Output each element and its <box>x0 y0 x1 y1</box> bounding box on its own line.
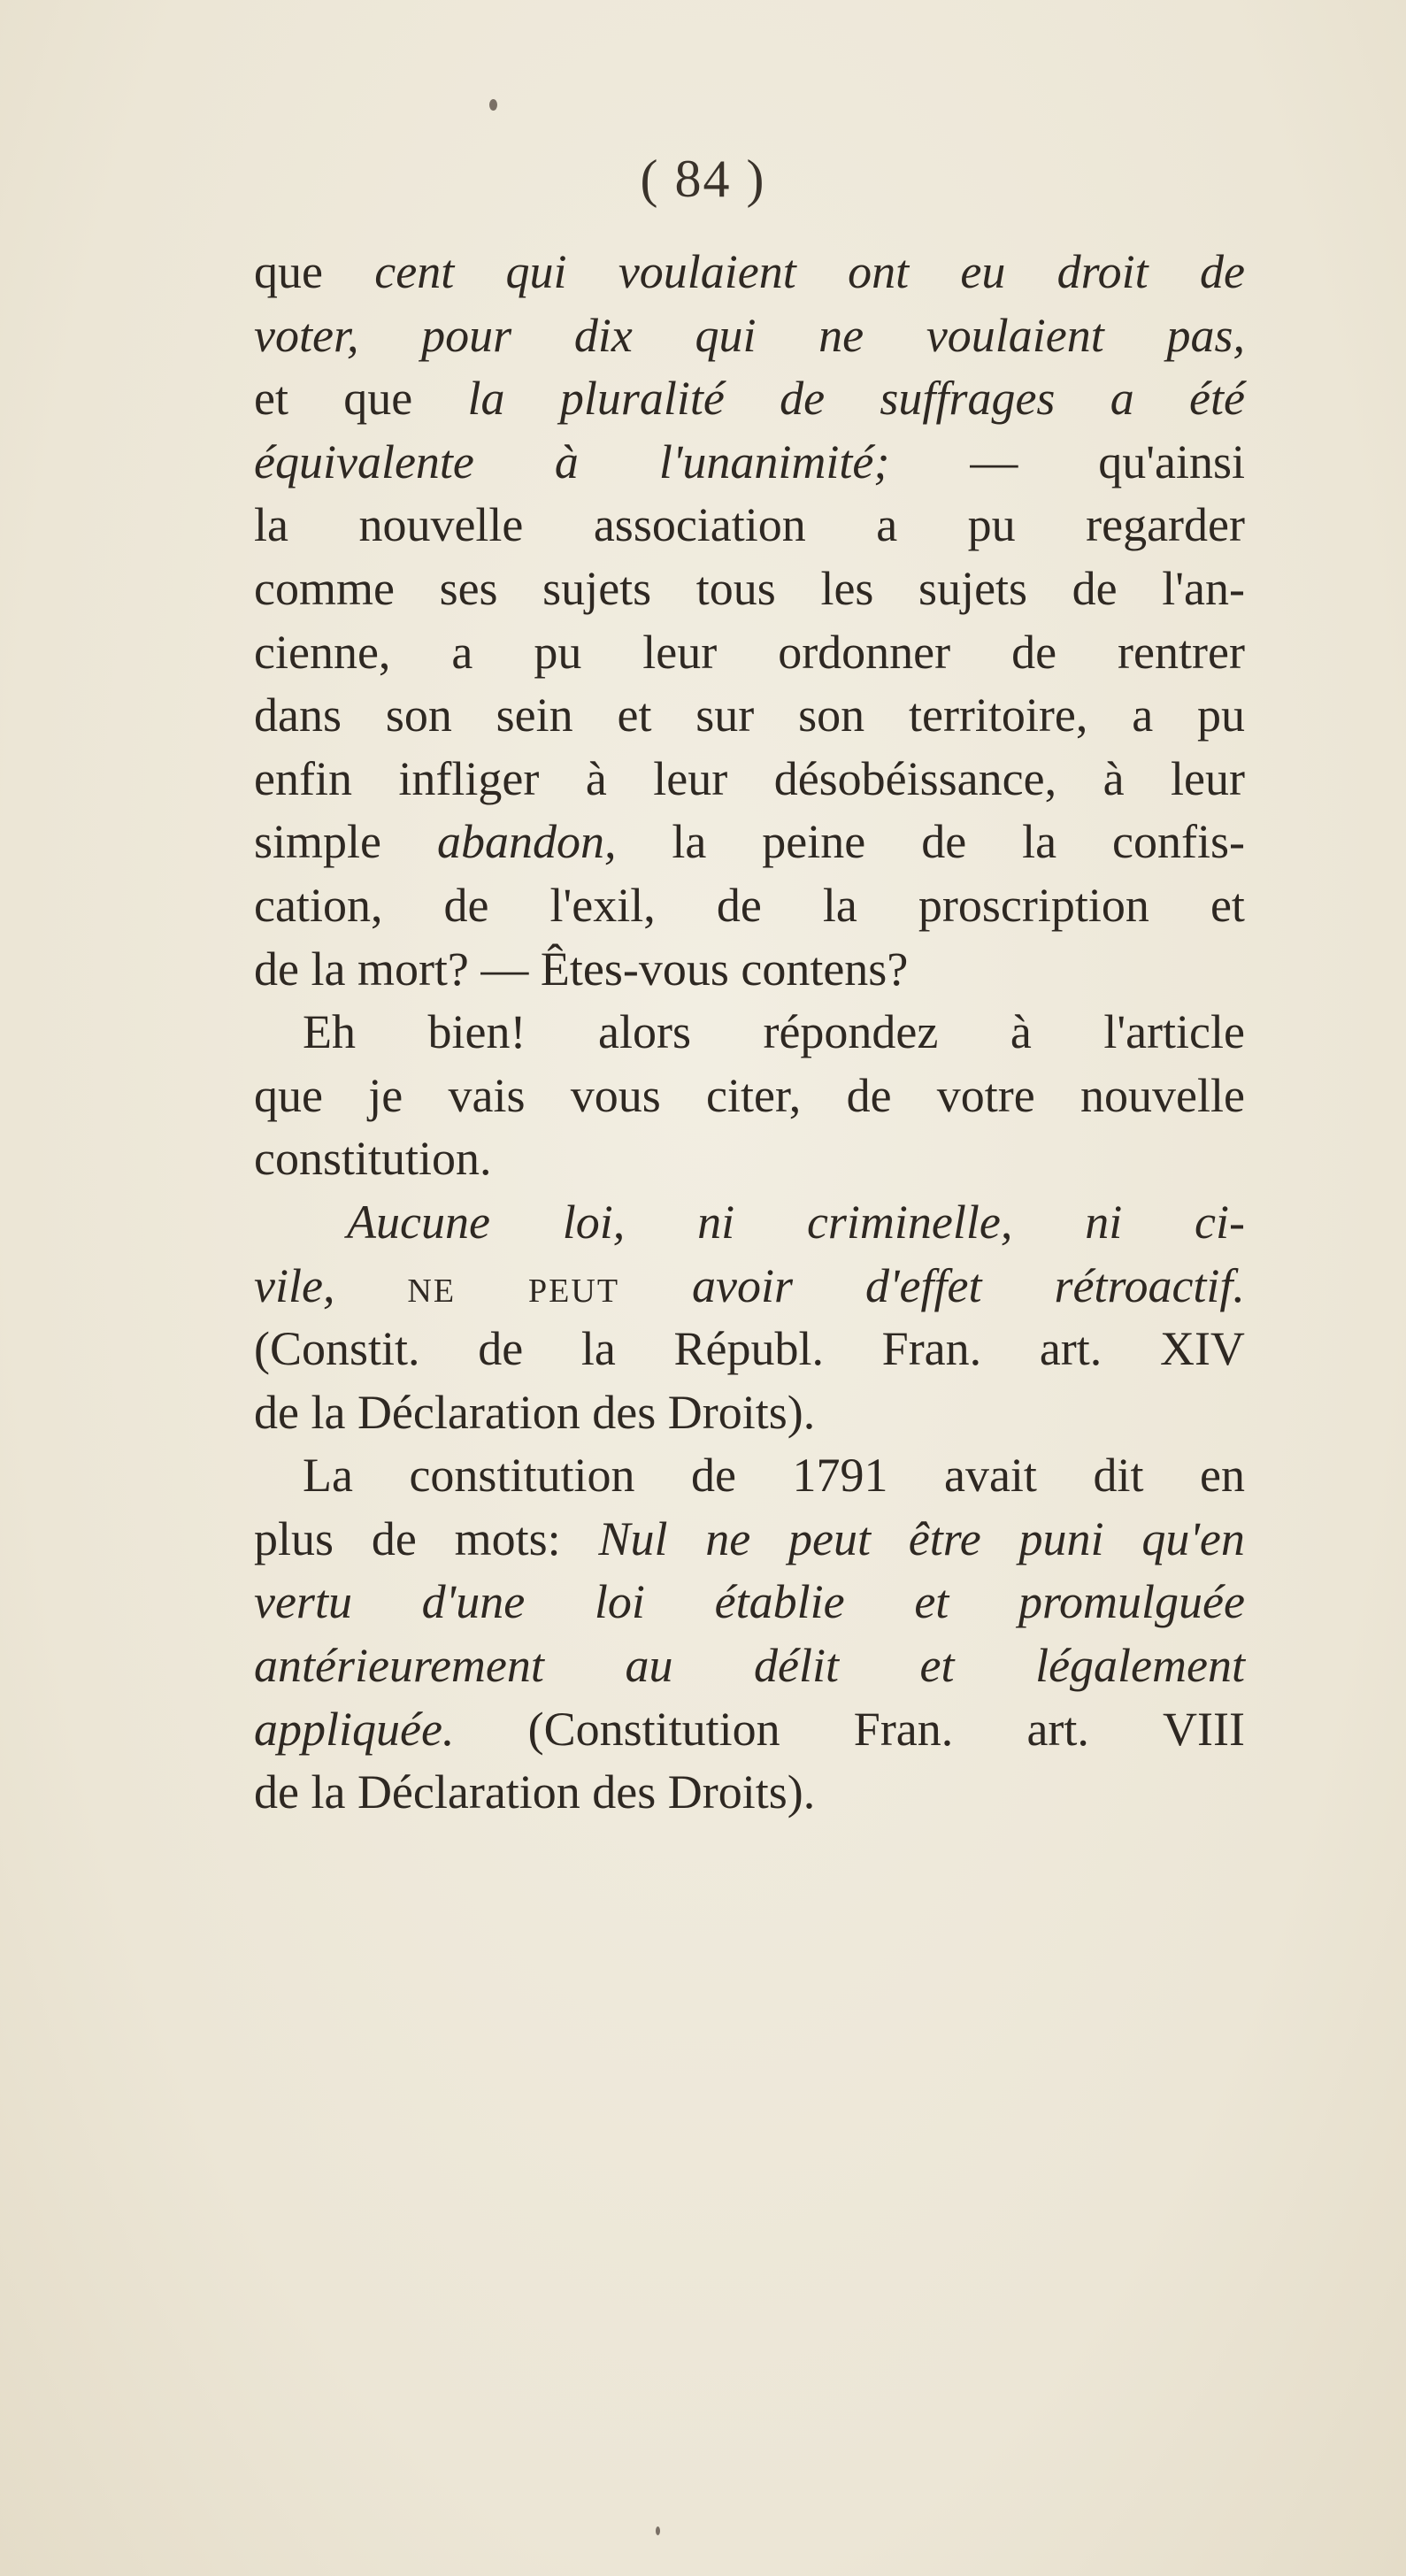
word: — <box>970 434 1018 488</box>
word: à <box>554 434 579 488</box>
word: et <box>914 1575 949 1629</box>
word: légalement <box>1035 1639 1245 1693</box>
ink-speck <box>489 99 497 111</box>
word: ni <box>1085 1195 1123 1249</box>
word: avait <box>943 1449 1037 1503</box>
text-line <box>254 811 1245 874</box>
word: de <box>443 878 489 932</box>
word: l'unanimité; <box>658 434 890 488</box>
word: pas, <box>1166 308 1245 362</box>
word: nouvelle <box>1080 1068 1245 1122</box>
word: équivalente <box>254 434 474 488</box>
word: association <box>593 498 806 552</box>
word: d'une <box>421 1575 526 1629</box>
word: vertu <box>254 1575 352 1629</box>
word: (Constit. <box>254 1322 420 1376</box>
word: qu'en <box>1141 1511 1245 1565</box>
word: Fran. <box>881 1322 982 1376</box>
page-number: ( 84 ) <box>640 150 766 208</box>
word: d'effet <box>864 1258 982 1312</box>
text-line <box>254 1191 1245 1255</box>
word: VIII <box>1163 1702 1245 1756</box>
word: la <box>467 372 505 426</box>
ink-speck <box>656 2526 660 2535</box>
word: nouvelle <box>358 498 524 552</box>
word: cation, <box>254 878 383 932</box>
word: alors <box>597 1005 691 1059</box>
word: promulguée <box>1018 1575 1245 1629</box>
roman-text: que <box>254 245 323 298</box>
word: (Constitution <box>527 1702 780 1756</box>
word: sein <box>496 688 573 742</box>
word: de <box>690 1449 736 1503</box>
word: de <box>846 1068 892 1122</box>
text-line <box>254 494 1245 557</box>
text-line <box>254 304 1245 368</box>
word: pluralité <box>559 372 725 426</box>
word: vais <box>448 1068 526 1122</box>
word: à <box>1103 751 1125 805</box>
word: de <box>780 372 826 426</box>
text-line <box>254 1065 1245 1128</box>
italic-text: appliquée. <box>254 1702 455 1756</box>
word: comme <box>254 561 395 615</box>
word: sujets <box>542 561 652 615</box>
word: proscription <box>918 878 1149 932</box>
text-line <box>254 1444 1245 1508</box>
word: avoir <box>692 1258 794 1312</box>
word: son <box>385 688 452 742</box>
word: ne <box>818 308 864 362</box>
word: voulaient <box>618 245 796 298</box>
word: je <box>368 1068 403 1122</box>
word: plus <box>254 1511 334 1565</box>
word: et <box>919 1639 955 1693</box>
word: la <box>254 498 288 552</box>
word: leur <box>1171 751 1245 805</box>
text-line <box>254 1381 1245 1445</box>
text-line <box>254 1508 1245 1572</box>
word: à <box>585 751 607 805</box>
word: votre <box>936 1068 1035 1122</box>
word: XIV <box>1159 1322 1245 1376</box>
word: eu <box>960 245 1006 298</box>
word: rentrer <box>1118 625 1245 679</box>
word: leur <box>642 625 718 679</box>
word: la <box>822 878 857 932</box>
word: que <box>343 372 413 426</box>
word: ni <box>697 1195 735 1249</box>
word: 1791 <box>792 1449 888 1503</box>
word: qui <box>695 308 757 362</box>
word: La <box>303 1449 353 1503</box>
word: qui <box>505 245 567 298</box>
word: suffrages <box>880 372 1056 426</box>
body-text <box>254 241 1245 1825</box>
word: bien! <box>427 1005 526 1059</box>
text-line <box>254 241 1245 304</box>
word: antérieurement <box>254 1639 544 1693</box>
word: dans <box>254 688 342 742</box>
word: en <box>1199 1449 1245 1503</box>
word: de <box>371 1511 417 1565</box>
word: sur <box>695 688 755 742</box>
word: et <box>617 688 652 742</box>
word: la <box>672 815 707 869</box>
word: droit <box>1056 245 1149 298</box>
word: ordonner <box>778 625 951 679</box>
word: pu <box>1197 688 1245 742</box>
text-line <box>254 1761 1245 1825</box>
roman-text: de la Déclaration des Droits). <box>254 1385 816 1439</box>
word: confis- <box>1112 815 1245 869</box>
word: et <box>1210 878 1245 932</box>
text-line <box>254 874 1245 938</box>
word: la <box>580 1322 616 1376</box>
word: leur <box>653 751 728 805</box>
word: sujets <box>918 561 1028 615</box>
word: loi, <box>562 1195 626 1249</box>
text-line <box>254 1634 1245 1698</box>
word: établie <box>714 1575 845 1629</box>
word: l'an- <box>1162 561 1245 615</box>
word: ses <box>439 561 498 615</box>
word: peine <box>762 815 866 869</box>
word: de <box>716 878 762 932</box>
word: territoire, <box>908 688 1088 742</box>
word: l'exil, <box>549 878 656 932</box>
word: a <box>876 498 898 552</box>
word: pu <box>967 498 1016 552</box>
word: art. <box>1039 1322 1103 1376</box>
text-line <box>254 1318 1245 1381</box>
word: ont <box>848 245 910 298</box>
text-line <box>254 938 1245 1002</box>
word: rétroactif. <box>1054 1258 1245 1312</box>
word: a <box>1110 372 1134 426</box>
word: art. <box>1026 1702 1089 1756</box>
word: de <box>1199 245 1245 298</box>
text-line <box>254 621 1245 685</box>
word: au <box>625 1639 673 1693</box>
word: dix <box>573 308 633 362</box>
word: constitution <box>409 1449 635 1503</box>
word: Eh <box>303 1005 356 1059</box>
word: ci- <box>1195 1195 1245 1249</box>
word: Nul <box>598 1511 668 1565</box>
word: ne <box>705 1511 751 1565</box>
italic-text: vile, <box>254 1258 335 1312</box>
text-line <box>254 557 1245 621</box>
word: à <box>1010 1005 1032 1059</box>
word: la <box>1022 815 1057 869</box>
word: être <box>908 1511 981 1565</box>
text-line <box>254 1255 1245 1319</box>
word: dit <box>1093 1449 1144 1503</box>
word: été <box>1189 372 1245 426</box>
word: et <box>254 372 288 426</box>
word: ne <box>407 1258 457 1312</box>
italic-text: abandon, <box>436 815 617 869</box>
roman-text: constitution. <box>254 1132 492 1186</box>
word: Républ. <box>673 1322 824 1376</box>
word: mots: <box>454 1511 561 1565</box>
text-line <box>254 1127 1245 1191</box>
word: peut <box>788 1511 871 1565</box>
word: voulaient <box>926 308 1104 362</box>
roman-text: simple <box>254 815 381 869</box>
roman-text: de la mort? — Êtes-vous contens? <box>254 942 909 996</box>
word: son <box>798 688 865 742</box>
word: criminelle, <box>806 1195 1013 1249</box>
word: cienne, <box>254 625 391 679</box>
word: les <box>820 561 874 615</box>
word: que <box>254 1068 323 1122</box>
word: a <box>451 625 473 679</box>
word: délit <box>754 1639 839 1693</box>
word: de <box>921 815 967 869</box>
word: puni <box>1018 1511 1104 1565</box>
word: pu <box>534 625 582 679</box>
roman-text: de la Déclaration des Droits). <box>254 1765 816 1819</box>
word: pour <box>421 308 512 362</box>
word: cent <box>374 245 455 298</box>
word: Aucune <box>347 1195 490 1249</box>
word: qu'ainsi <box>1098 434 1245 488</box>
text-line <box>254 684 1245 748</box>
word: de <box>478 1322 524 1376</box>
word: tous <box>695 561 776 615</box>
word: répondez <box>763 1005 939 1059</box>
text-line <box>254 431 1245 495</box>
word: de <box>1011 625 1057 679</box>
text-line <box>254 1001 1245 1065</box>
text-line <box>254 748 1245 811</box>
text-line <box>254 367 1245 431</box>
word: voter, <box>254 308 359 362</box>
word: a <box>1132 688 1154 742</box>
word: loi <box>594 1575 645 1629</box>
word: désobéissance, <box>773 751 1057 805</box>
word: peut <box>528 1258 620 1312</box>
word: citer, <box>706 1068 802 1122</box>
word: Fran. <box>853 1702 954 1756</box>
word: enfin <box>254 751 352 805</box>
word: de <box>1072 561 1118 615</box>
word: regarder <box>1086 498 1245 552</box>
word: infliger <box>398 751 540 805</box>
word: vous <box>570 1068 661 1122</box>
text-line <box>254 1698 1245 1762</box>
text-line <box>254 1571 1245 1634</box>
word: l'article <box>1103 1005 1245 1059</box>
